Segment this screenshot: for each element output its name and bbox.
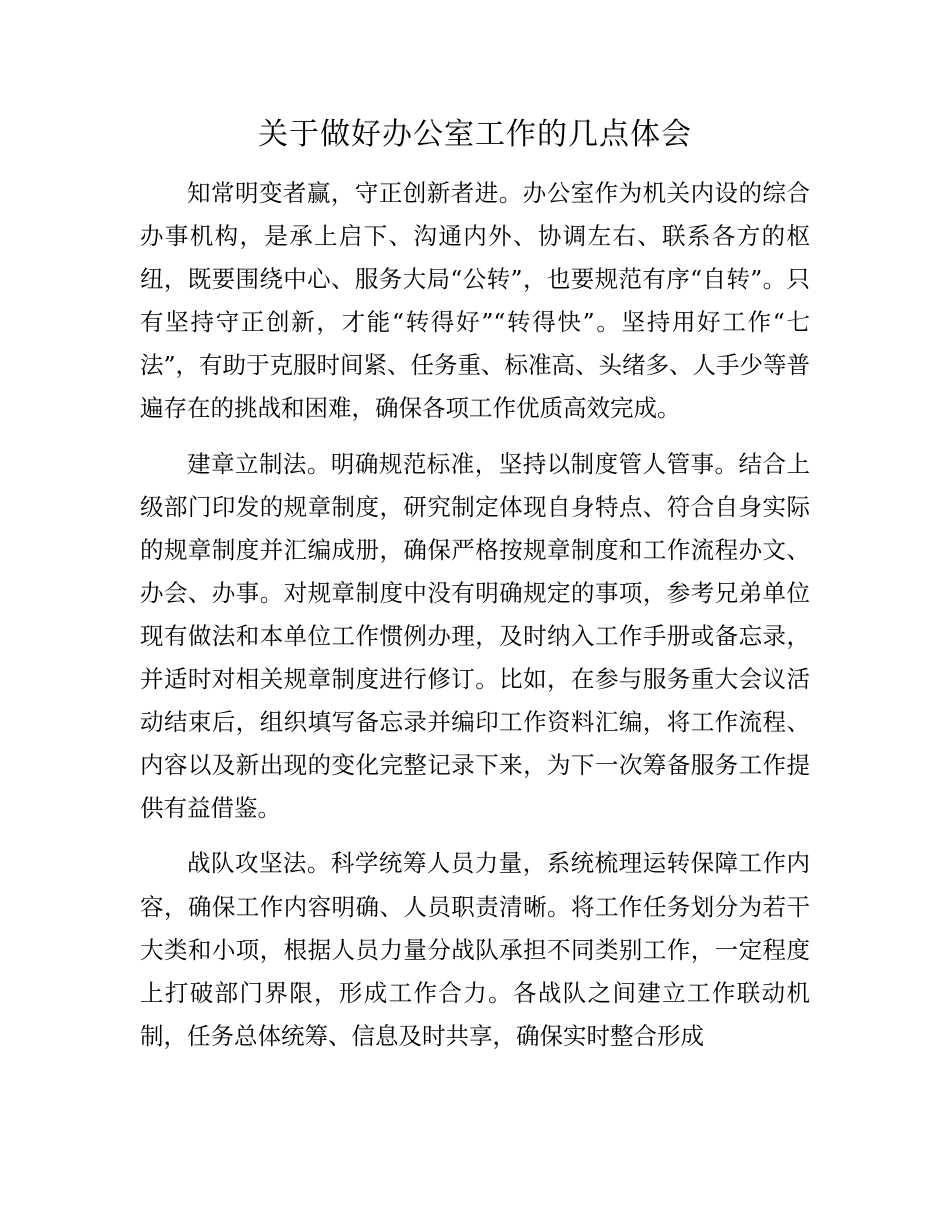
paragraph-rules-method: 建章立制法。明确规范标准，坚持以制度管人管事。结合上级部门印发的规章制度，研究制定体现自身特点、符合自身实际的规章制度并汇编成册，确保严格按规章制度和工作流程办文、办会、办事。对规章制度中没有明确规定的事项，参考兄弟单位现有做法和本单位工作惯例办理，及时纳入工作手册或备忘录，并适时对相关规章制度进行修订。比如，在参与服务重大会议活动结束后，组织填写备忘录并编印工作资料汇编，将工作流程、内容以及新出现的变化完整记录下来，为下一次筹备服务工作提供有益借鉴。 — [140, 449, 810, 823]
paragraph-intro: 知常明变者赢，守正创新者进。办公室作为机关内设的综合办事机构，是承上启下、沟通内外、协调左右、联系各方的枢纽，既要围绕中心、服务大局“公转”，也要规范有序“自转”。只有坚持守正创新，才能“转得好”“转得快”。坚持用好工作“七法”，有助于克服时间紧、任务重、标准高、头绪多、人手少等普遍存在的挑战和困难，确保各项工作优质高效完成。 — [140, 179, 811, 423]
document-title: 关于做好办公室工作的几点体会 — [258, 117, 692, 152]
paragraph-team-method: 战队攻坚法。科学统筹人员力量，系统梳理运转保障工作内容，确保工作内容明确、人员职责清晰。将工作任务划分为若干大类和小项，根据人员力量分战队承担不同类别工作，一定程度上打破部门界限，形成工作合力。各战队之间建立工作联动机制，任务总体统筹、信息及时共享，确保实时整合形成 — [140, 849, 810, 1050]
document-body — [140, 172, 810, 1058]
